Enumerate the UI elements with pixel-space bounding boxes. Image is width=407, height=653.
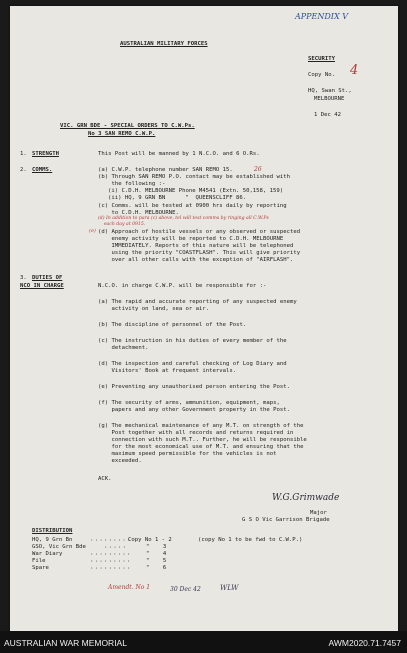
orders-title: VIC. GRN BDE - SPECIAL ORDERS TO C.W.Ps. — [60, 123, 195, 129]
duty-b: (b) The discipline of personnel of the Post. — [98, 322, 247, 328]
comms-item-d-line-4: using the priority "COASTFLASH". This will give priority — [98, 250, 301, 256]
duty-f-line-2: papers and any other Government property in the Post. — [98, 407, 290, 413]
document-date: 1 Dec 42 — [314, 112, 341, 118]
distribution-copy: " 6 — [146, 565, 167, 571]
distribution-recipient: HQ, 9 Grn Bn — [32, 537, 73, 543]
leader-dots: ········· — [90, 537, 132, 544]
distribution-recipient: Spare — [32, 565, 49, 571]
duty-f-line-1: (f) The security of arms, ammunition, equipment, maps, — [98, 400, 280, 406]
distribution-heading: DISTRIBUTION — [32, 528, 73, 534]
copy-number: 4 — [350, 63, 359, 78]
section-1-text: This Post will be manned by 1 N.C.O. and 6 O.Rs. — [98, 151, 260, 157]
section-3-heading-line-1: DUTIES OF — [32, 275, 63, 281]
force-heading: AUSTRALIAN MILITARY FORCES — [120, 41, 208, 47]
comms-item-b-i: (i) C.D.H. MELBOURNE Phone M4541 (Extn. 50,158, 159) — [108, 188, 284, 194]
archive-name: AUSTRALIAN WAR MEMORIAL — [4, 638, 127, 648]
duty-g-line-1: (g) The mechanical maintenance of any M.T. on strength of the — [98, 423, 304, 429]
signatory-rank: Major — [310, 510, 327, 516]
orders-subtitle: No 3 SAN REMO C.W.P. — [88, 131, 156, 137]
archive-reference: AWM2020.71.7457 — [328, 638, 401, 648]
address-line-2: MELBOURNE — [314, 96, 345, 102]
section-1-heading: STRENGTH — [32, 151, 59, 157]
comms-item-b-line-2: the following :- — [98, 181, 166, 187]
distribution-note: (copy No 1 to be fwd to C.W.P.) — [198, 537, 303, 543]
address-line-1: HQ, Swan St., — [308, 88, 352, 94]
distribution-copy: " 5 — [146, 558, 167, 564]
duty-g-line-6: exceeded. — [98, 458, 142, 464]
handwritten-amendment-number: Amendt. No 1 — [108, 584, 151, 591]
distribution-recipient: War Diary — [32, 551, 63, 557]
comms-item-c-line-1: (c) Comms. will be tested at 0900 hrs daily by reporting — [98, 203, 287, 209]
section-2-number: 2. — [20, 167, 27, 173]
handwritten-insert-line-2: each day at 0915. — [98, 222, 146, 227]
duty-a-line-1: (a) The rapid and accurate reporting of any suspected enemy — [98, 299, 297, 305]
distribution-copy: " 3 — [146, 544, 167, 550]
duty-g-line-5: maximum speed permissible for the vehicles is not — [98, 451, 277, 457]
duty-g-line-3: connection with such M.T.. Further, he will be responsible — [98, 437, 307, 443]
acknowledge-instruction: ACK. — [98, 476, 112, 482]
comms-item-b-ii: (ii) HQ, 9 GRN BN " QUEENSCLIFF 86. — [108, 195, 247, 201]
leader-dots: ········· — [90, 558, 132, 565]
distribution-copy: " 4 — [146, 551, 167, 557]
duty-d-line-1: (d) The inspection and careful checking of Log Diary and — [98, 361, 287, 367]
archive-footer — [0, 631, 407, 653]
handwritten-insert-line-1: (d) In addition to para (c) above, tel will test comms by ringing all C.W.Ps — [98, 216, 269, 221]
signatory-role: G S O Vic Garrison Brigade — [242, 517, 330, 523]
duty-d-line-2: Visitors' Book at frequent intervals. — [98, 368, 237, 374]
duty-c-line-1: (c) The instruction in his duties of every member of the — [98, 338, 287, 344]
comms-item-c-line-2: to C.D.H. MELBOURNE. — [98, 210, 179, 216]
security-marking: SECURITY — [308, 56, 335, 62]
handwritten-relabel-e: (e) — [89, 228, 96, 234]
comms-item-a-amendment: 26 — [254, 166, 262, 173]
duty-g-line-2: Post together with all records and returns required in — [98, 430, 294, 436]
leader-dots: ········· — [90, 565, 132, 572]
document-page — [10, 6, 398, 631]
comms-item-d-line-3: IMMEDIATELY. Reports of this nature will be telephoned — [98, 243, 294, 249]
signature: W.G.Grimwade — [272, 493, 340, 503]
section-3-heading-line-2: NCO IN CHARGE — [20, 283, 64, 289]
duty-e: (e) Preventing any unauthorised person entering the Post. — [98, 384, 290, 390]
leader-dots: ····· — [104, 544, 128, 551]
leader-dots: ········· — [90, 551, 132, 558]
comms-item-d-line-1: (d) Approach of hostile vessels or any observed or suspected — [98, 229, 301, 235]
distribution-recipient: File — [32, 558, 46, 564]
distribution-recipient: GSO, Vic Grn Bde — [32, 544, 86, 550]
comms-item-b-line-1: (b) Through SAN REMO P.O. contact may be established with — [98, 174, 290, 180]
duty-c-line-2: detachment. — [98, 345, 149, 351]
distribution-copy: Copy No 1 - 2 — [128, 537, 172, 543]
copy-label: Copy No. — [308, 72, 335, 78]
comms-item-d-line-5: over all other calls with the exception of "AIRFLASH". — [98, 257, 294, 263]
comms-item-d-line-2: enemy activity will be reported to C.D.H. MELBOURNE — [98, 236, 284, 242]
duties-intro: N.C.O. in charge C.W.P. will be responsible for :- — [98, 283, 267, 289]
appendix-annotation: APPENDIX V — [295, 12, 348, 21]
handwritten-amendment-date: 30 Dec 42 — [170, 586, 201, 593]
section-1-number: 1. — [20, 151, 27, 157]
handwritten-initials: WLW — [220, 584, 239, 592]
section-2-heading: COMMS. — [32, 167, 53, 173]
comms-item-a: (a) C.W.P. telephone number SAN REMO 15. — [98, 167, 233, 173]
section-3-number: 3. — [20, 275, 27, 281]
duty-g-line-4: for the most economical use of M.T. and ensuring that the — [98, 444, 304, 450]
duty-a-line-2: activity on land, sea or air. — [98, 306, 210, 312]
